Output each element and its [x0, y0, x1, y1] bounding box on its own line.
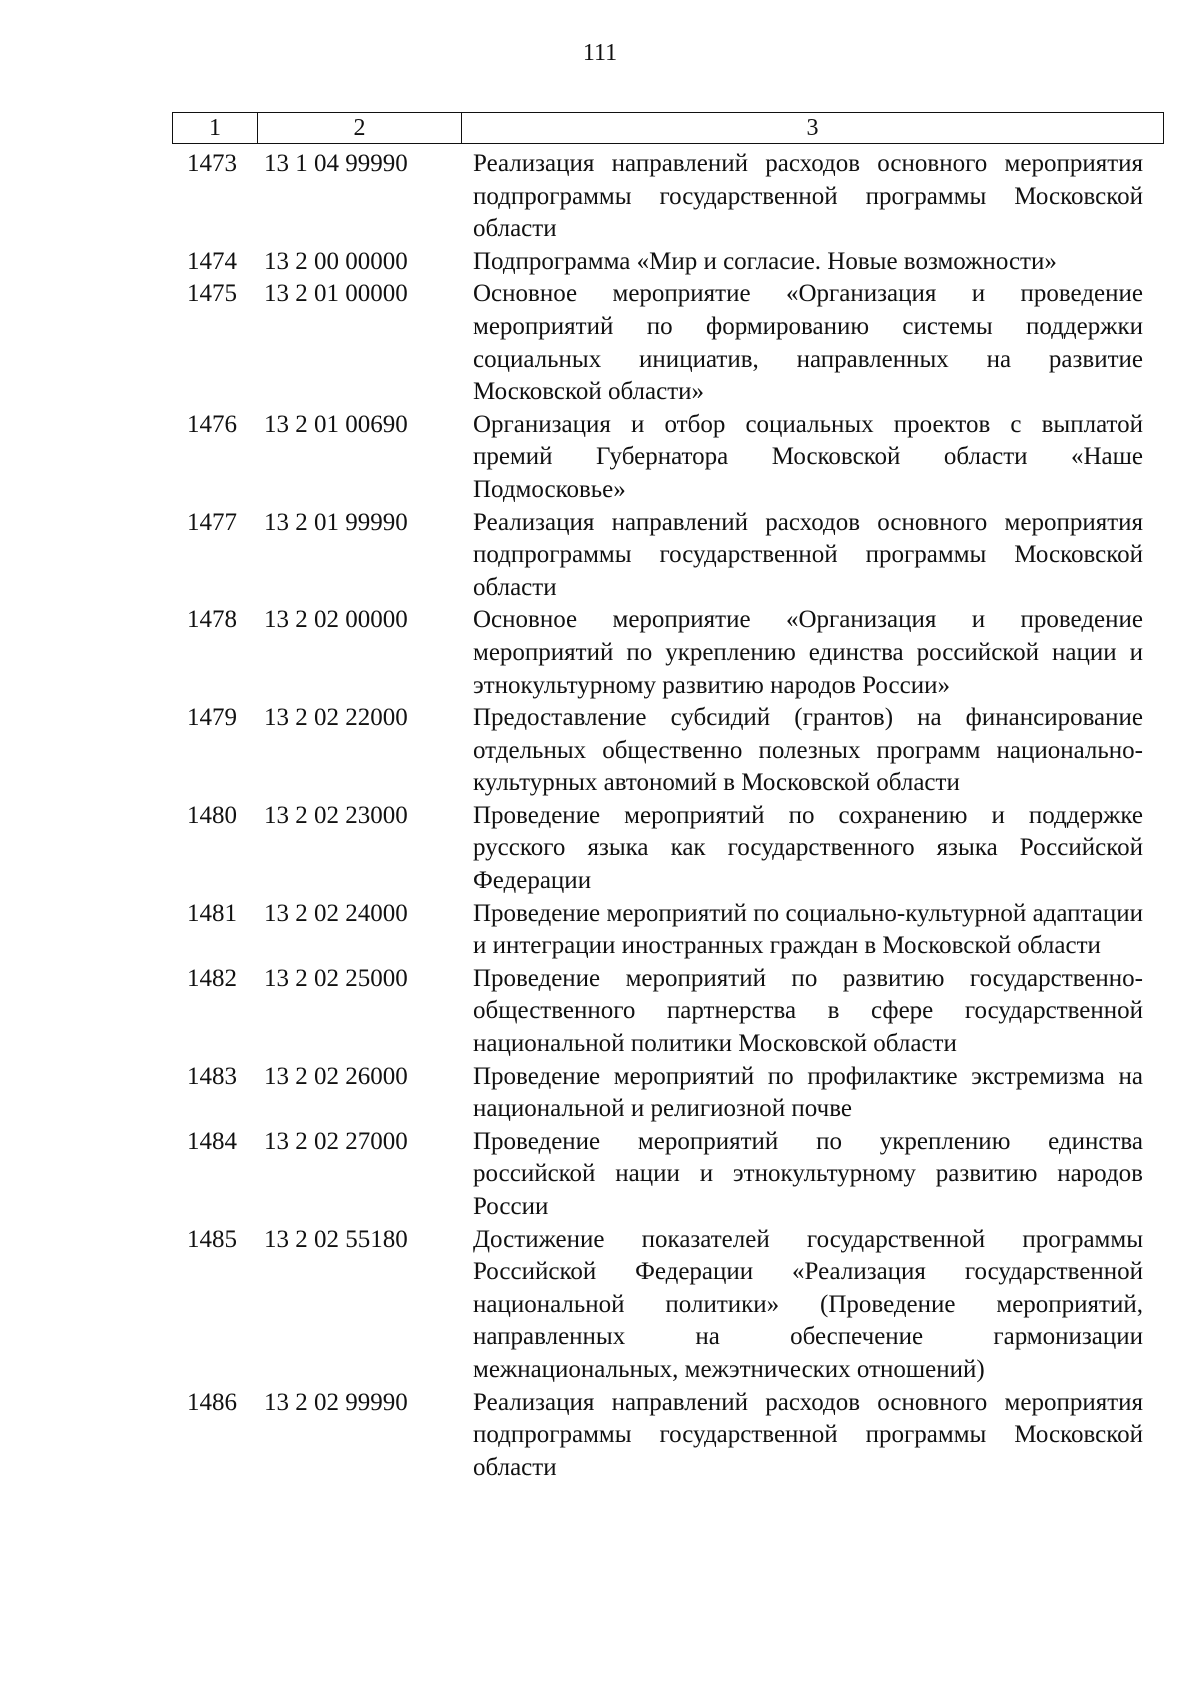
row-number: 1485 [187, 1225, 237, 1253]
row-description: Проведение мероприятий по сохранению и поддержке русского языка как государственного языка Российской Федерации [473, 801, 1143, 895]
page-number: 111 [582, 40, 618, 66]
table-row [172, 507, 1164, 605]
row-description: Проведение мероприятий по укреплению единства российской нации и этнокультурному развитию народов России [473, 1127, 1143, 1220]
row-code: 13 2 01 99990 [264, 508, 408, 536]
row-number: 1481 [187, 899, 237, 927]
row-description: Подпрограмма «Мир и согласие. Новые возможности» [473, 247, 1057, 275]
row-description: Реализация направлений расходов основного мероприятия подпрограммы государственной программы Московской области [473, 150, 1143, 243]
row-number: 1474 [187, 247, 237, 275]
row-code: 13 2 01 00690 [264, 410, 408, 438]
row-number: 1478 [187, 606, 237, 634]
row-number: 1477 [187, 508, 237, 536]
row-number: 1482 [187, 964, 237, 992]
table-row [172, 1387, 1164, 1485]
header-col-3: 3 [806, 115, 819, 141]
row-code: 13 2 02 99990 [264, 1388, 408, 1416]
row-description: Проведение мероприятий по социально-культурной адаптации и интеграции иностранных граждан в Московской области [473, 899, 1143, 960]
row-number: 1484 [187, 1127, 237, 1155]
row-code: 13 2 02 26000 [264, 1062, 408, 1090]
table-row [172, 1126, 1164, 1224]
row-description: Достижение показателей государственной программы Российской Федерации «Реализация государственной национальной политики» (Проведение мероприятий, направленных на обеспечение гармонизации межнациональных, межэтнических отношений) [473, 1225, 1143, 1383]
table-body [172, 148, 1164, 1484]
table-row [172, 1224, 1164, 1387]
row-code: 13 2 02 00000 [264, 606, 408, 634]
row-description: Основное мероприятие «Организация и проведение мероприятий по укреплению единства российской нации и этнокультурному развитию народов России» [473, 606, 1143, 699]
row-description: Реализация направлений расходов основного мероприятия подпрограммы государственной программы Московской области [473, 1388, 1143, 1481]
header-col-2: 2 [258, 113, 462, 143]
table-header [172, 112, 1164, 144]
row-code: 13 2 02 24000 [264, 899, 408, 927]
row-code: 13 2 00 00000 [264, 247, 408, 275]
row-number: 1479 [187, 704, 237, 732]
row-description: Предоставление субсидий (грантов) на финансирование отдельных общественно полезных программ национально-культурных автономий в Московской области [473, 704, 1143, 797]
table-row [172, 1061, 1164, 1126]
table-row [172, 800, 1164, 898]
row-description: Проведение мероприятий по профилактике экстремизма на национальной и религиозной почве [473, 1062, 1143, 1123]
row-code: 13 2 02 23000 [264, 801, 408, 829]
table-row [172, 604, 1164, 702]
row-number: 1473 [187, 150, 237, 177]
row-number: 1486 [187, 1388, 237, 1416]
table-row [172, 246, 1164, 279]
row-code: 13 1 04 99990 [264, 150, 408, 177]
table-row [172, 898, 1164, 963]
row-number: 1476 [187, 410, 237, 438]
table-row [172, 278, 1164, 408]
row-number: 1483 [187, 1062, 237, 1090]
row-code: 13 2 02 22000 [264, 704, 408, 732]
table-row [172, 963, 1164, 1061]
row-code: 13 2 02 55180 [264, 1225, 408, 1253]
table-row [172, 702, 1164, 800]
table-row [172, 148, 1164, 246]
row-number: 1480 [187, 801, 237, 829]
row-code: 13 2 02 27000 [264, 1127, 408, 1155]
row-code: 13 2 02 25000 [264, 964, 408, 992]
table-row [172, 409, 1164, 507]
header-col-1: 1 [173, 113, 258, 143]
row-code: 13 2 01 00000 [264, 280, 408, 308]
row-description: Проведение мероприятий по развитию государственно-общественного партнерства в сфере государственной национальной политики Московской области [473, 964, 1143, 1058]
row-description: Организация и отбор социальных проектов с выплатой премий Губернатора Московской области «Наше Подмосковье» [473, 410, 1143, 503]
row-description: Основное мероприятие «Организация и проведение мероприятий по формированию системы поддержки социальных инициатив, направленных на развитие Московской области» [473, 280, 1143, 406]
row-description: Реализация направлений расходов основного мероприятия подпрограммы государственной программы Московской области [473, 508, 1143, 601]
row-number: 1475 [187, 280, 237, 308]
